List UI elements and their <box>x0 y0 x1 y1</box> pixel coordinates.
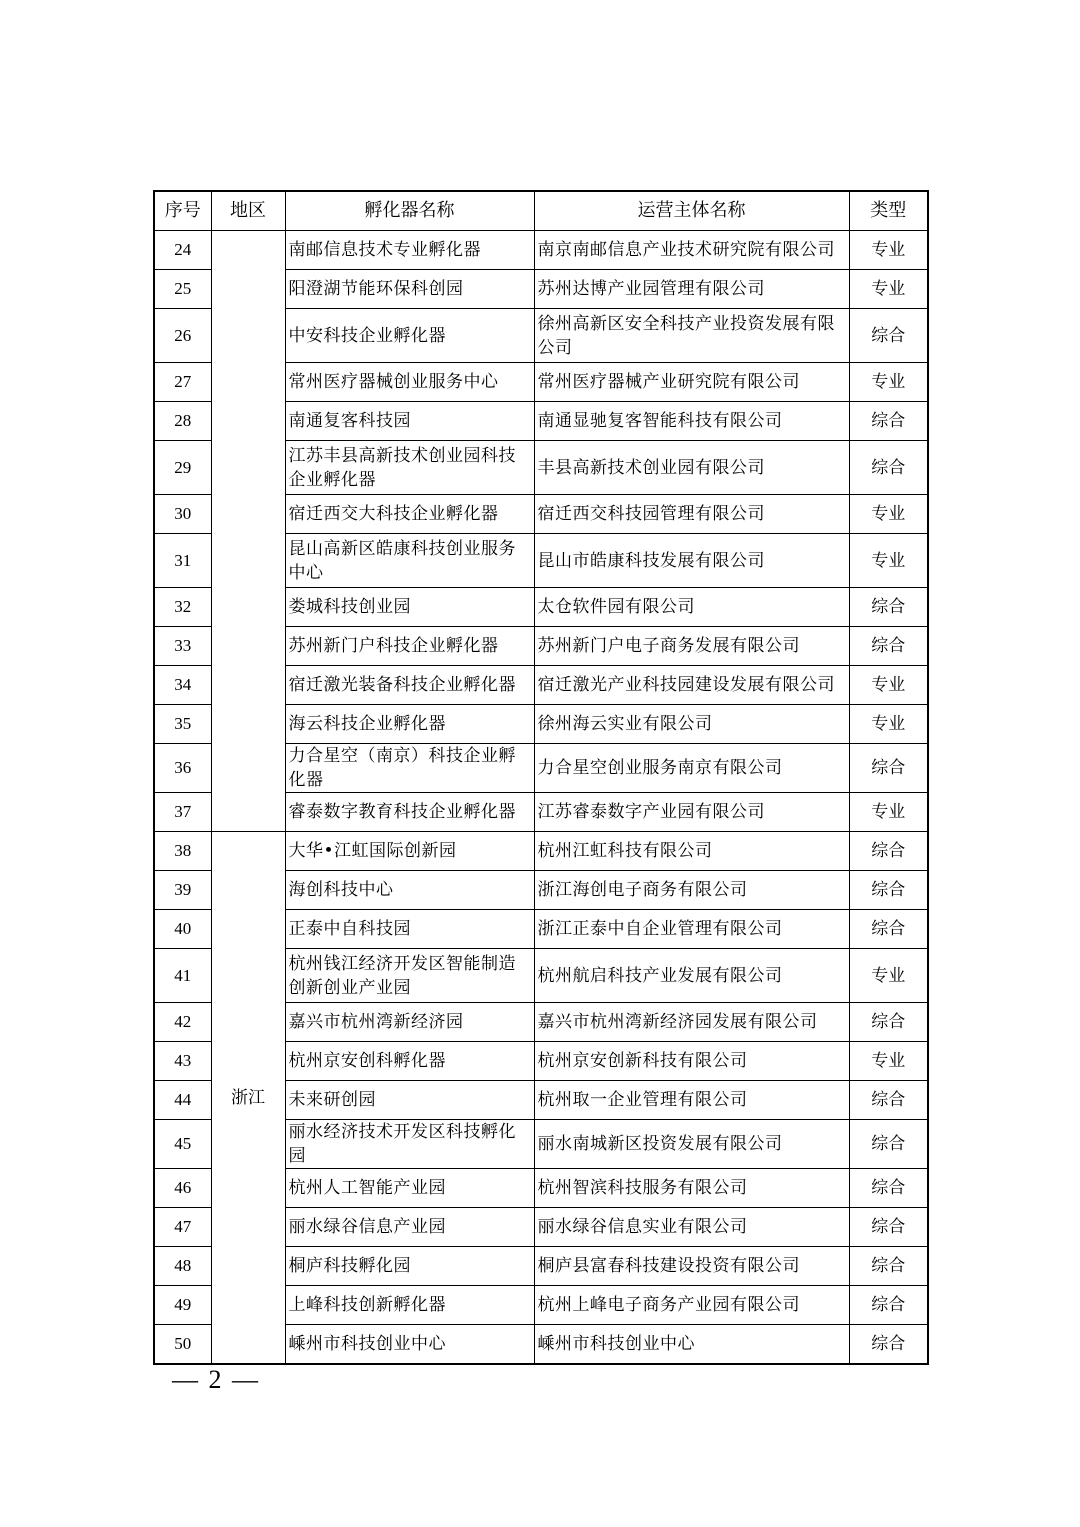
table-row <box>154 832 928 871</box>
row-number: 28 <box>154 402 211 441</box>
incubator-name: 丽水经济技术开发区科技孵化园 <box>285 1120 534 1169</box>
incubator-table <box>153 190 929 1365</box>
incubator-type: 专业 <box>849 231 928 270</box>
incubator-type: 综合 <box>849 1081 928 1120</box>
row-number: 35 <box>154 705 211 744</box>
operator-name: 杭州取一企业管理有限公司 <box>534 1081 849 1120</box>
operator-name: 杭州上峰电子商务产业园有限公司 <box>534 1286 849 1325</box>
row-number: 32 <box>154 588 211 627</box>
incubator-name: 海创科技中心 <box>285 871 534 910</box>
operator-name: 丰县高新技术创业园有限公司 <box>534 441 849 495</box>
row-number: 33 <box>154 627 211 666</box>
incubator-type: 综合 <box>849 402 928 441</box>
row-number: 48 <box>154 1247 211 1286</box>
incubator-type: 综合 <box>849 744 928 793</box>
row-number: 38 <box>154 832 211 871</box>
incubator-type: 综合 <box>849 588 928 627</box>
incubator-name: 常州医疗器械创业服务中心 <box>285 363 534 402</box>
operator-name: 南京南邮信息产业技术研究院有限公司 <box>534 231 849 270</box>
operator-name: 常州医疗器械产业研究院有限公司 <box>534 363 849 402</box>
incubator-name: 正泰中自科技园 <box>285 910 534 949</box>
incubator-type: 综合 <box>849 910 928 949</box>
incubator-type: 综合 <box>849 832 928 871</box>
incubator-name: 江苏丰县高新技术创业园科技企业孵化器 <box>285 441 534 495</box>
incubator-name: 嘉兴市杭州湾新经济园 <box>285 1003 534 1042</box>
table-row <box>154 231 928 270</box>
row-number: 39 <box>154 871 211 910</box>
incubator-name: 宿迁激光装备科技企业孵化器 <box>285 666 534 705</box>
row-number: 37 <box>154 793 211 832</box>
header-no: 序号 <box>154 191 211 231</box>
row-number: 50 <box>154 1325 211 1365</box>
incubator-name: 南邮信息技术专业孵化器 <box>285 231 534 270</box>
row-number: 42 <box>154 1003 211 1042</box>
incubator-type: 专业 <box>849 949 928 1003</box>
row-number: 36 <box>154 744 211 793</box>
incubator-name: 苏州新门户科技企业孵化器 <box>285 627 534 666</box>
incubator-type: 综合 <box>849 871 928 910</box>
header-name: 孵化器名称 <box>285 191 534 231</box>
incubator-name: 中安科技企业孵化器 <box>285 309 534 363</box>
row-number: 49 <box>154 1286 211 1325</box>
incubator-type: 综合 <box>849 1169 928 1208</box>
row-number: 30 <box>154 495 211 534</box>
operator-name: 苏州新门户电子商务发展有限公司 <box>534 627 849 666</box>
operator-name: 嵊州市科技创业中心 <box>534 1325 849 1365</box>
operator-name: 嘉兴市杭州湾新经济园发展有限公司 <box>534 1003 849 1042</box>
row-number: 29 <box>154 441 211 495</box>
incubator-type: 专业 <box>849 534 928 588</box>
operator-name: 杭州智滨科技服务有限公司 <box>534 1169 849 1208</box>
incubator-name: 大华•江虹国际创新园 <box>285 832 534 871</box>
row-number: 40 <box>154 910 211 949</box>
operator-name: 徐州海云实业有限公司 <box>534 705 849 744</box>
row-number: 41 <box>154 949 211 1003</box>
incubator-name: 丽水绿谷信息产业园 <box>285 1208 534 1247</box>
incubator-name: 杭州钱江经济开发区智能制造创新创业产业园 <box>285 949 534 1003</box>
incubator-type: 综合 <box>849 1247 928 1286</box>
operator-name: 宿迁西交科技园管理有限公司 <box>534 495 849 534</box>
incubator-type: 专业 <box>849 495 928 534</box>
header-type: 类型 <box>849 191 928 231</box>
operator-name: 昆山市皓康科技发展有限公司 <box>534 534 849 588</box>
operator-name: 桐庐县富春科技建设投资有限公司 <box>534 1247 849 1286</box>
row-number: 31 <box>154 534 211 588</box>
incubator-name: 睿泰数字教育科技企业孵化器 <box>285 793 534 832</box>
incubator-type: 综合 <box>849 1325 928 1365</box>
row-number: 34 <box>154 666 211 705</box>
incubator-type: 专业 <box>849 363 928 402</box>
incubator-name: 海云科技企业孵化器 <box>285 705 534 744</box>
incubator-name: 未来研创园 <box>285 1081 534 1120</box>
row-number: 43 <box>154 1042 211 1081</box>
incubator-type: 专业 <box>849 666 928 705</box>
operator-name: 力合星空创业服务南京有限公司 <box>534 744 849 793</box>
incubator-type: 专业 <box>849 1042 928 1081</box>
operator-name: 杭州江虹科技有限公司 <box>534 832 849 871</box>
incubator-name: 嵊州市科技创业中心 <box>285 1325 534 1365</box>
incubator-type: 综合 <box>849 1286 928 1325</box>
region-cell: 浙江 <box>211 832 285 1365</box>
operator-name: 南通显驰复客智能科技有限公司 <box>534 402 849 441</box>
incubator-name: 娄城科技创业园 <box>285 588 534 627</box>
incubator-name: 南通复客科技园 <box>285 402 534 441</box>
operator-name: 徐州高新区安全科技产业投资发展有限公司 <box>534 309 849 363</box>
header-region: 地区 <box>211 191 285 231</box>
region-cell <box>211 231 285 832</box>
incubator-type: 综合 <box>849 441 928 495</box>
incubator-name: 阳澄湖节能环保科创园 <box>285 270 534 309</box>
operator-name: 丽水绿谷信息实业有限公司 <box>534 1208 849 1247</box>
operator-name: 宿迁激光产业科技园建设发展有限公司 <box>534 666 849 705</box>
incubator-type: 综合 <box>849 309 928 363</box>
operator-name: 丽水南城新区投资发展有限公司 <box>534 1120 849 1169</box>
operator-name: 苏州达博产业园管理有限公司 <box>534 270 849 309</box>
incubator-name: 杭州京安创科孵化器 <box>285 1042 534 1081</box>
incubator-type: 专业 <box>849 705 928 744</box>
incubator-type: 综合 <box>849 1003 928 1042</box>
incubator-name: 上峰科技创新孵化器 <box>285 1286 534 1325</box>
header-operator: 运营主体名称 <box>534 191 849 231</box>
operator-name: 浙江正泰中自企业管理有限公司 <box>534 910 849 949</box>
row-number: 44 <box>154 1081 211 1120</box>
incubator-name: 力合星空（南京）科技企业孵化器 <box>285 744 534 793</box>
incubator-type: 综合 <box>849 627 928 666</box>
table-body <box>154 231 928 1365</box>
row-number: 24 <box>154 231 211 270</box>
row-number: 25 <box>154 270 211 309</box>
incubator-name: 昆山高新区皓康科技创业服务中心 <box>285 534 534 588</box>
incubator-type: 专业 <box>849 793 928 832</box>
row-number: 27 <box>154 363 211 402</box>
operator-name: 杭州航启科技产业发展有限公司 <box>534 949 849 1003</box>
table-header-row <box>154 191 928 231</box>
incubator-name: 杭州人工智能产业园 <box>285 1169 534 1208</box>
row-number: 26 <box>154 309 211 363</box>
row-number: 47 <box>154 1208 211 1247</box>
operator-name: 江苏睿泰数字产业园有限公司 <box>534 793 849 832</box>
operator-name: 太仓软件园有限公司 <box>534 588 849 627</box>
operator-name: 浙江海创电子商务有限公司 <box>534 871 849 910</box>
row-number: 46 <box>154 1169 211 1208</box>
row-number: 45 <box>154 1120 211 1169</box>
incubator-type: 综合 <box>849 1120 928 1169</box>
incubator-name: 桐庐科技孵化园 <box>285 1247 534 1286</box>
operator-name: 杭州京安创新科技有限公司 <box>534 1042 849 1081</box>
incubator-name: 宿迁西交大科技企业孵化器 <box>285 495 534 534</box>
incubator-type: 综合 <box>849 1208 928 1247</box>
page-number: — 2 — <box>172 1365 260 1394</box>
incubator-type: 专业 <box>849 270 928 309</box>
